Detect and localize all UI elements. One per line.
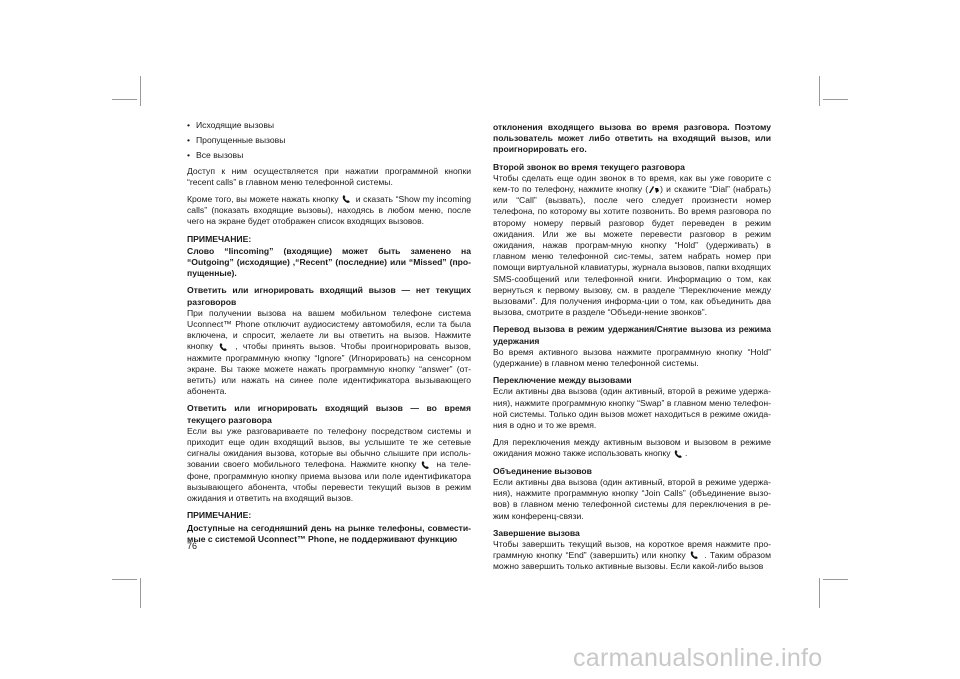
crop-mark (819, 76, 820, 106)
continued-note: отклонения входящего вызова во время разговора. Поэтому пользователь может либо ответить на входящий вызов, или проигнорировать его. (493, 122, 771, 155)
note-text: Доступные на сегодняшний день на рынке телефоны, совмести-мые с системой Uconnect™ Phone, не поддерживают функцию (187, 522, 471, 544)
text: Чтобы сделать еще один звонок в то время, как вы уже говорите с кем-то по телефону, нажмите кнопку ( (493, 172, 771, 195)
note-title: ПРИМЕЧАНИЕ: (187, 510, 252, 521)
paragraph: Если активны два вызова (один активный, второй в режиме удержа-ния), нажмите программную кнопку “Swap” в главном меню телефон-ной системы. Только один вызов может находиться в режиме ожида-ния в одно и то же время. (493, 386, 771, 431)
section-heading: Объединение вызовов (493, 465, 592, 476)
phone-icon (689, 551, 701, 560)
watermark: carmanualsonline.info (573, 644, 823, 672)
crop-mark (140, 76, 141, 106)
bullet-item: • Пропущенные вызовы (187, 135, 471, 146)
paragraph (493, 437, 771, 459)
section-heading: Ответить или игнорировать входящий вызов — во время текущего разговора (187, 403, 471, 425)
text: , чтобы принять вызов. Чтобы проигнорировать вызов, нажмите программную кнопку “Ignore” (Игнорировать) на сенсорном экране. Вы также можете нажать программную кнопку “answer” (от-ветить) или нажать на синее поле идентификатора вызывающего абонента. (187, 341, 472, 397)
paragraph (187, 194, 471, 228)
crop-mark (819, 578, 820, 608)
paragraph (187, 308, 471, 398)
section-heading: Второй звонок во время текущего разговора (493, 161, 685, 172)
text: Кроме того, вы можете нажать кнопку (187, 194, 339, 205)
text: ) и скажите “Dial” (набрать) или “Call” (вызвать), после чего следует произнести номер телефона, по которому вы хотите позвонить. Во время разговора по второму номеру первый разговор будет переведен в режим ожидания. Или же вы можете перевести разговор в режим ожидания, нажав програм-мную кнопку “Hold” (удерживать) в главном меню телефонной сис-темы, затем набрать номер при помощи виртуальной клавиатуры, журнала вызовов, папки входящих SMS-сообщений или телефонной книги. Информацию о том, как вернуться к первому вызову, см. в разделе “Переключение между вызовами”. Для получения информа-ции о том, как объединить два вызова, смотрите в разделе “Объеди-нение звонков”. (493, 184, 771, 318)
crop-mark (140, 578, 141, 608)
text: Для переключения между активным вызовом и вызовом в режиме ожидания можно также использовать кнопку (493, 437, 771, 459)
section-heading: Завершение вызова (493, 527, 580, 538)
right-column (493, 122, 771, 579)
section-heading: Перевод вызова в режим удержания/Снятие вызова из режима удержания (493, 324, 771, 346)
section-heading: Переключение между вызовами (493, 375, 632, 386)
paragraph: Если активны два вызова (один активный, второй в режиме удержа-ния), нажмите программную кнопку “Join Calls” (объединение вызо-вов) в главном меню телефонной системы для переключения в ре-жим конференц-связи. (493, 476, 771, 521)
phone-icon (673, 448, 688, 459)
paragraph (493, 173, 771, 319)
text: При получении вызова на вашем мобильном телефоне система Uconnect™ Phone отключит аудиосистему автомобиля, если та была включена, и спросит, желаете ли вы ответить на вызов. Нажмите кнопку (187, 307, 471, 352)
bullet-item: • Исходящие вызовы (187, 120, 471, 131)
text: . (684, 448, 688, 459)
paragraph (493, 539, 771, 573)
left-column (187, 120, 471, 551)
paragraph (187, 426, 471, 504)
text: Чтобы завершить текущий вызов, на короткое время нажмите про-граммную кнопку “End” (завершить) или кнопку (493, 538, 771, 561)
text: . Таким образом можно завершить только активные вызовы. Если какой-либо вызов (493, 550, 771, 572)
bullet-item: • Все вызовы (187, 150, 471, 161)
text: на теле-фоне, программную кнопку приема вызова или поле идентификатора вызывающего абонента, чтобы перевести текущий вызов в режим ожидания и ответить на входящий вызов. (187, 459, 472, 504)
note-text: Слово “Iincoming” (входящие) может быть заменено на “Outgoing” (исходящие) ,“Recent” (последние) или “Missed” (про-пущенные). (187, 245, 471, 279)
paragraph: Во время активного вызова нажмите программную кнопку “Hold” (удержание) в главном меню телефонной системы. (493, 346, 771, 369)
crop-mark (823, 99, 848, 100)
crop-mark (112, 579, 137, 580)
paragraph: Доступ к ним осуществляется при нажатии программной кнопки “recent calls” в главном меню телефонной системы. (187, 165, 471, 187)
text: и сказать “Show my incoming calls” (показать входящие вызовы), находясь в любом меню, после чего на экране будет отображен список входящих вызовов. (187, 194, 472, 227)
section-heading: Ответить или игнорировать входящий вызов — нет текущих разговоров (187, 285, 471, 307)
voice-command-icon (648, 185, 660, 194)
voice-command-icon (341, 195, 353, 204)
text: Если вы уже разговариваете по телефону посредством системы и приходит еще один входящий вызов, вы услышите те же сетевые сигналы ожидания вызова, которые вы обычно слышите при исполь-зовании своего мобильного телефона. Нажмите кнопку (187, 425, 471, 470)
crop-mark (823, 579, 848, 580)
note-title: ПРИМЕЧАНИЕ: (187, 233, 252, 244)
phone-icon (420, 461, 432, 470)
phone-icon (218, 343, 230, 352)
page-number: 76 (187, 541, 198, 551)
crop-mark (112, 99, 137, 100)
